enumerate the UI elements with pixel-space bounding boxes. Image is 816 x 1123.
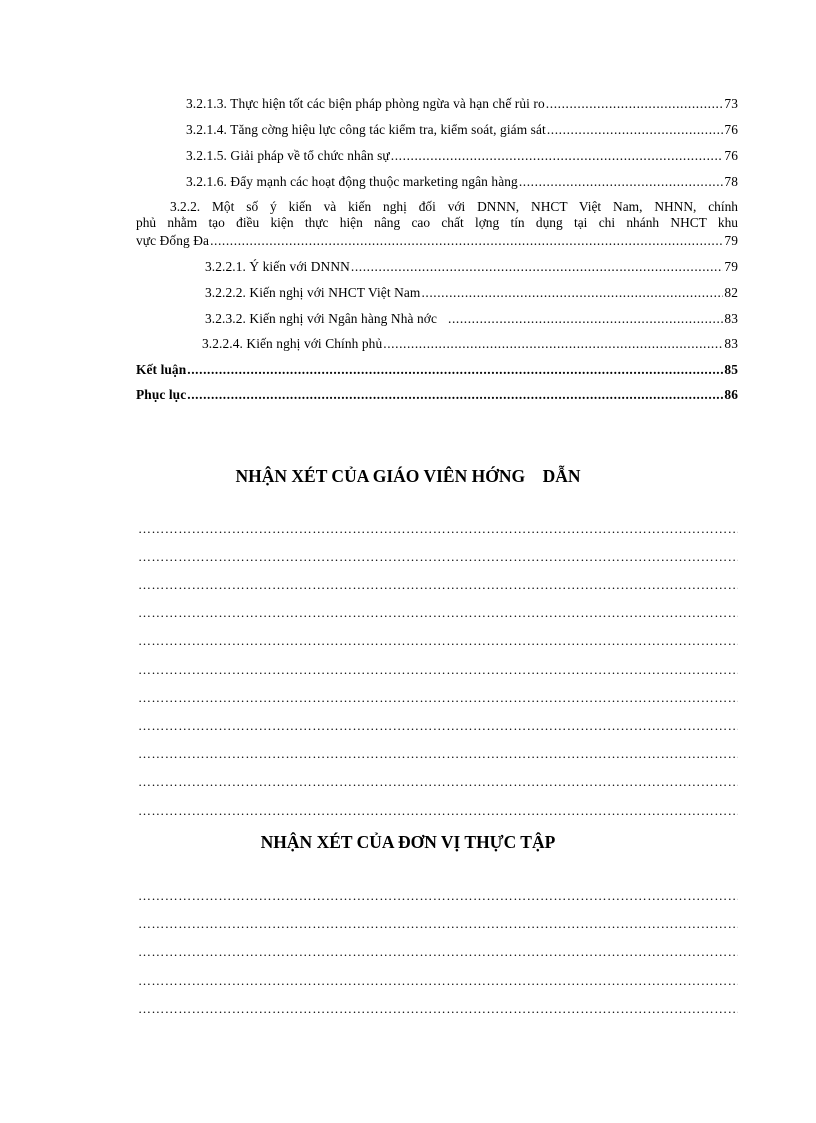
comment-dotted-line <box>138 522 738 536</box>
comment-dotted-line <box>138 691 738 705</box>
toc-entry-line-2: phủ nhằm tạo điều kiện thực hiện nâng cao chất lợng tín dụng tại chi nhánh NHCT khu <box>136 214 738 230</box>
comment-dotted-line <box>138 663 738 677</box>
toc-entry <box>205 283 738 303</box>
toc-entry-page: 82 <box>724 285 738 300</box>
toc-entry <box>186 120 738 140</box>
toc-entry-page: 73 <box>724 96 738 111</box>
unit-comments-title: NHẬN XÉT CỦA ĐƠN VỊ THỰC TẬP <box>260 832 556 852</box>
toc-entry <box>205 257 738 277</box>
comment-dotted-line <box>138 1002 738 1016</box>
toc-entry <box>186 94 738 114</box>
toc-entry-page: 86 <box>724 387 738 402</box>
toc-leader-dots <box>187 385 723 405</box>
comment-dotted-line <box>138 945 738 959</box>
comment-dotted-line <box>138 550 738 564</box>
toc-entry-label: 3.2.2.4. Kiến nghị với Chính phủ <box>202 336 383 351</box>
toc-leader-dots <box>547 120 724 140</box>
toc-entry <box>205 309 738 329</box>
toc-entry-label: 3.2.1.3. Thực hiện tốt các biện pháp phòng ngừa và hạn chế rủi ro <box>186 96 545 111</box>
comment-dotted-line <box>138 719 738 733</box>
toc-entry-page: 85 <box>724 362 738 377</box>
toc-entry-label: 3.2.1.4. Tăng cờng hiệu lực công tác kiểm tra, kiểm soát, giám sát <box>186 122 546 137</box>
toc-entry-page: 83 <box>724 336 738 351</box>
toc-leader-dots <box>391 146 724 166</box>
toc-entry-label: 3.2.2.2. Kiến nghị với NHCT Việt Nam <box>205 285 421 300</box>
comment-dotted-line <box>138 747 738 761</box>
toc-entry-line-3: vực Đống Đa <box>136 233 210 248</box>
toc-leader-dots <box>421 283 723 303</box>
comment-dotted-line <box>138 775 738 789</box>
toc-entry <box>186 172 738 192</box>
comment-dotted-line <box>138 804 738 818</box>
toc-entry-label: Phục lục <box>136 387 187 402</box>
toc-entry-label: 3.2.1.5. Giải pháp về tổ chức nhân sự <box>186 148 390 163</box>
comment-dotted-line <box>138 606 738 620</box>
toc-entry-page: 83 <box>724 311 738 326</box>
toc-entry <box>186 146 738 166</box>
toc-leader-dots <box>546 94 724 114</box>
toc-leader-dots <box>383 334 723 354</box>
toc-leader-dots <box>187 360 723 380</box>
toc-entry-label: Kết luận <box>136 362 187 377</box>
toc-entry-appendix <box>136 385 738 405</box>
toc-entry-page: 78 <box>724 174 738 189</box>
toc-entry-page: 79 <box>724 233 738 248</box>
comment-dotted-line <box>138 889 738 903</box>
toc-entry-last-line <box>136 231 738 251</box>
comment-dotted-line <box>138 974 738 988</box>
comment-dotted-line <box>138 634 738 648</box>
toc-leader-dots <box>448 309 723 329</box>
toc-leader-dots <box>351 257 724 277</box>
toc-entry-page: 76 <box>724 148 738 163</box>
toc-entry <box>202 334 738 354</box>
toc-entry-label: 3.2.1.6. Đẩy mạnh các hoạt động thuộc marketing ngân hàng <box>186 174 518 189</box>
teacher-comments-title: NHẬN XÉT CỦA GIÁO VIÊN HỚNG DẪN <box>235 466 581 486</box>
toc-entry-page: 79 <box>724 259 738 274</box>
toc-leader-dots <box>210 231 723 251</box>
toc-entry-page: 76 <box>724 122 738 137</box>
toc-entry-label: 3.2.3.2. Kiến nghị với Ngân hàng Nhà nớc <box>205 311 437 326</box>
comment-dotted-line <box>138 578 738 592</box>
toc-entry-multiline <box>136 199 738 230</box>
toc-entry-label: 3.2.2.1. Ý kiến với DNNN <box>205 259 350 274</box>
toc-entry-line-1: 3.2.2. Một số ý kiến và kiến nghị đối với DNNN, NHCT Việt Nam, NHNN, chính <box>170 199 738 214</box>
toc-entry-conclusion <box>136 360 738 380</box>
comment-dotted-line <box>138 917 738 931</box>
toc-leader-dots <box>519 172 724 192</box>
